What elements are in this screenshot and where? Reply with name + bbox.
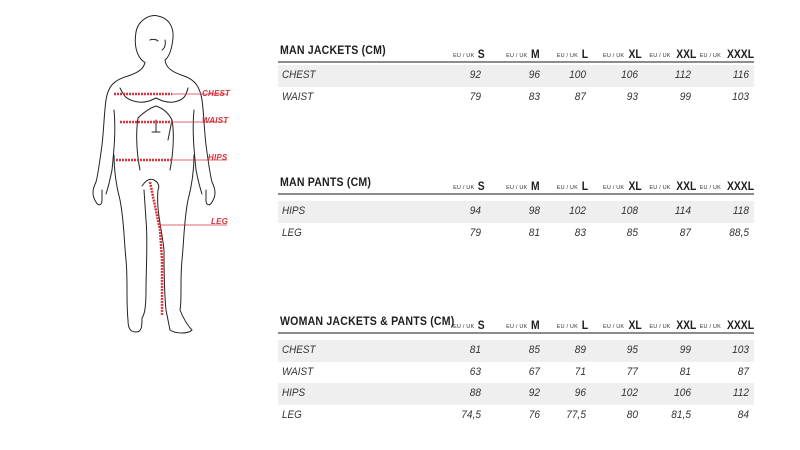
size-column-s: EU / UK S [453,49,485,61]
size-column-s: EU / UK S [453,320,485,332]
table-row [278,405,754,427]
cell-xxl: 99 [679,90,691,103]
size-column-xxxl: EU / UK XXXL [699,181,754,193]
cell-xl: 95 [626,344,638,356]
cell-s: 92 [469,69,481,81]
size-column-xxl: EU / UK XXL [649,49,696,61]
cell-m: 92 [528,387,540,399]
hips-label: HIPS [208,153,228,162]
cell-l: 77,5 [566,408,586,421]
table-row [278,340,754,362]
cell-xxl: 112 [674,69,691,81]
cell-m: 96 [528,69,540,81]
cell-l: 102 [569,205,586,217]
cell-m: 98 [528,205,540,217]
table-row [278,383,754,405]
cell-xxxl: 87 [737,365,749,378]
cell-l: 87 [574,90,586,103]
cell-m: 81 [528,226,540,239]
cell-xxl: 114 [674,205,691,217]
cell-m: 83 [528,90,540,103]
cell-xxxl: 103 [732,344,749,356]
size-column-xl: EU / UK XL [603,49,642,61]
woman-jackets-pants-table [278,316,754,426]
row-label: LEG [282,226,302,239]
row-label: HIPS [282,205,306,217]
size-column-l: EU / UK L [556,181,588,193]
human-body-icon [80,10,240,340]
size-column-m: EU / UK M [506,320,540,332]
chest-label: CHEST [202,89,231,98]
cell-xxl: 99 [679,344,691,356]
size-column-xxxl: EU / UK XXXL [699,49,754,61]
row-label: HIPS [282,387,306,399]
cell-s: 79 [469,90,481,103]
table-title: MAN PANTS (CM) [280,177,372,189]
cell-xxxl: 88,5 [729,226,749,239]
cell-l: 89 [574,344,586,356]
row-label: CHEST [282,344,316,356]
cell-xl: 108 [621,205,638,217]
table-row [278,87,754,109]
waist-label: WAIST [202,116,229,125]
cell-l: 96 [574,387,586,399]
row-label: CHEST [282,69,316,81]
size-column-s: EU / UK S [453,181,485,193]
cell-s: 74,5 [461,408,481,421]
cell-s: 63 [469,365,481,378]
table-row [278,201,754,223]
table-row [278,65,754,87]
table-header [278,316,754,332]
cell-xxxl: 112 [732,387,749,399]
size-column-m: EU / UK M [506,181,540,193]
cell-s: 88 [469,387,481,399]
cell-s: 79 [469,226,481,239]
cell-xxxl: 103 [732,90,749,103]
size-column-l: EU / UK L [556,320,588,332]
cell-xxxl: 84 [737,408,749,421]
cell-xl: 93 [626,90,638,103]
cell-l: 100 [569,69,586,81]
size-column-xxl: EU / UK XXL [649,181,696,193]
table-header [278,45,754,61]
cell-xl: 106 [621,69,638,81]
size-column-xl: EU / UK XL [603,181,642,193]
table-title: WOMAN JACKETS & PANTS (CM) [280,316,455,328]
row-label: WAIST [282,90,314,103]
size-column-l: EU / UK L [556,49,588,61]
cell-xl: 102 [621,387,638,399]
man-jackets-table [278,45,754,108]
cell-xxxl: 118 [732,205,749,217]
cell-xxl: 81 [679,365,691,378]
table-row [278,223,754,245]
cell-s: 94 [469,205,481,217]
cell-xl: 77 [626,365,638,378]
size-column-m: EU / UK M [506,49,540,61]
cell-l: 83 [574,226,586,239]
cell-xxl: 81,5 [671,408,691,421]
cell-xxl: 106 [674,387,691,399]
size-column-xl: EU / UK XL [603,320,642,332]
man-pants-table [278,177,754,244]
size-column-xxxl: EU / UK XXXL [699,320,754,332]
cell-xl: 80 [626,408,638,421]
size-column-xxl: EU / UK XXL [649,320,696,332]
cell-m: 85 [528,344,540,356]
table-title: MAN JACKETS (CM) [280,45,386,57]
cell-l: 71 [574,365,586,378]
cell-m: 76 [528,408,540,421]
cell-xl: 85 [626,226,638,239]
table-header [278,177,754,193]
table-row [278,362,754,384]
cell-xxl: 87 [679,226,691,239]
row-label: LEG [282,408,302,421]
body-measurement-figure [80,10,240,340]
cell-s: 81 [469,344,481,356]
leg-label: LEG [211,217,229,226]
row-label: WAIST [282,365,314,378]
cell-m: 67 [528,365,540,378]
cell-xxxl: 116 [732,69,749,81]
